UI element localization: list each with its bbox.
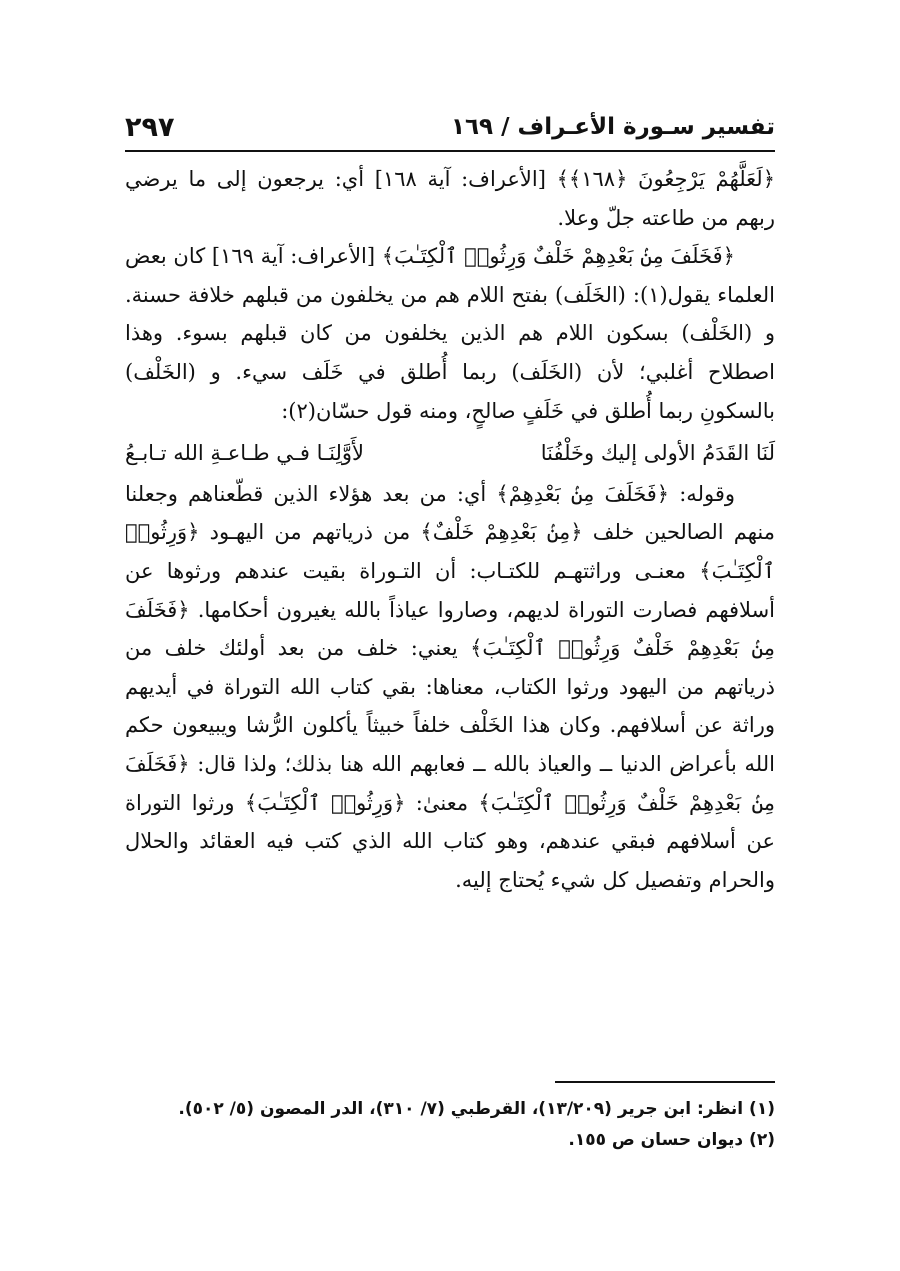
- footnote-divider: [555, 1081, 775, 1083]
- footnote-1: (١) انظر: ابن جرير (١٣/٢٠٩)، القرطبي (٧/ ٣١٠)، الدر المصون (٥/ ٥٠٢).: [178, 1099, 775, 1119]
- footnote-2: (٢) ديوان حسان ص ١٥٥.: [568, 1130, 775, 1150]
- main-text: [125, 160, 775, 899]
- poem-first-hemistich: لَنَا القَدَمُ الأولى إليك وخَلْفُنَا: [540, 441, 775, 466]
- running-title: تفسير سـورة الأعـراف / ١٦٩: [450, 114, 775, 140]
- page-header: [125, 112, 775, 152]
- poem-second-hemistich: لأَوَّلِنَـا فـي طـاعـةِ الله تـابـعُ: [125, 441, 365, 466]
- footnotes: [125, 1094, 775, 1156]
- header-divider: [125, 150, 775, 152]
- paragraph-3: وقوله: ﴿فَخَلَفَ مِنۢ بَعْدِهِمْ﴾ أي: من بعد هؤلاء الذين قطّعناهم وجعلنا منهم الصالحين خلف ﴿مِنۢ بَعْدِهِمْ خَلْفٌ﴾ من ذرياتهم من اليهـود ﴿وَرِثُوا۟ ٱلْكِتَـٰبَ﴾ معنـى وراثتهـم للكتـاب: أن التـوراة بقيت عندهم ورثوها عن أسلافهم فصارت التوراة لديهم، وصاروا عياذاً بالله يغيرون أحكامها. ﴿فَخَلَفَ مِنۢ بَعْدِهِمْ خَلْفٌ وَرِثُوا۟ ٱلْكِتَـٰبَ﴾ يعني: خلف من بعد أولئك خلف من ذرياتهم من اليهود ورثوا الكتاب، معناها: بقي كتاب الله التوراة في أيديهم وراثة عن أسلافهم. وكان هذا الخَلْف خلفاً خبيثاً يأكلون الرُّشا ويبيعون حكم الله بأعراض الدنيا ــ والعياذ بالله ــ فعابهم الله هنا بذلك؛ ولذا قال: ﴿فَخَلَفَ مِنۢ بَعْدِهِمْ خَلْفٌ وَرِثُوا۟ ٱلْكِتَـٰبَ﴾ معنىٰ: ﴿وَرِثُوا۟ ٱلْكِتَـٰبَ﴾ ورثوا التوراة عن أسلافهم فبقي عندهم، وهو كتاب الله الذي كتب فيه العقائد والحلال والحرام وتفصيل كل شيء يُحتاج إليه.: [125, 481, 775, 892]
- poem-verse: [125, 434, 775, 473]
- paragraph-2: ﴿فَخَلَفَ مِنۢ بَعْدِهِمْ خَلْفٌ وَرِثُوا۟ ٱلْكِتَـٰبَ﴾ [الأعراف: آية ١٦٩] كان بعض العلماء يقول(١): (الخَلَف) بفتح اللام هم من يخلفون من قبلهم خلافة حسنة. و (الخَلْف) بسكون اللام هم الذين يخلفون من كان قبلهم بسوء. وهذا اصطلاح أغلبي؛ لأن (الخَلَف) ربما أُطلق في خَلَف سيء. و (الخَلْف) بالسكونِ ربما أُطلق في خَلَفٍ صالحٍ، ومنه قول حسّان(٢):: [125, 244, 776, 423]
- paragraph-1: ﴿لَعَلَّهُمْ يَرْجِعُونَ ﴿١٦٨﴾﴾ [الأعراف: آية ١٦٨] أي: يرجعون إلى ما يرضي ربهم من طاعته جلّ وعلا.: [125, 167, 775, 230]
- page-number: ٢٩٧: [125, 112, 175, 143]
